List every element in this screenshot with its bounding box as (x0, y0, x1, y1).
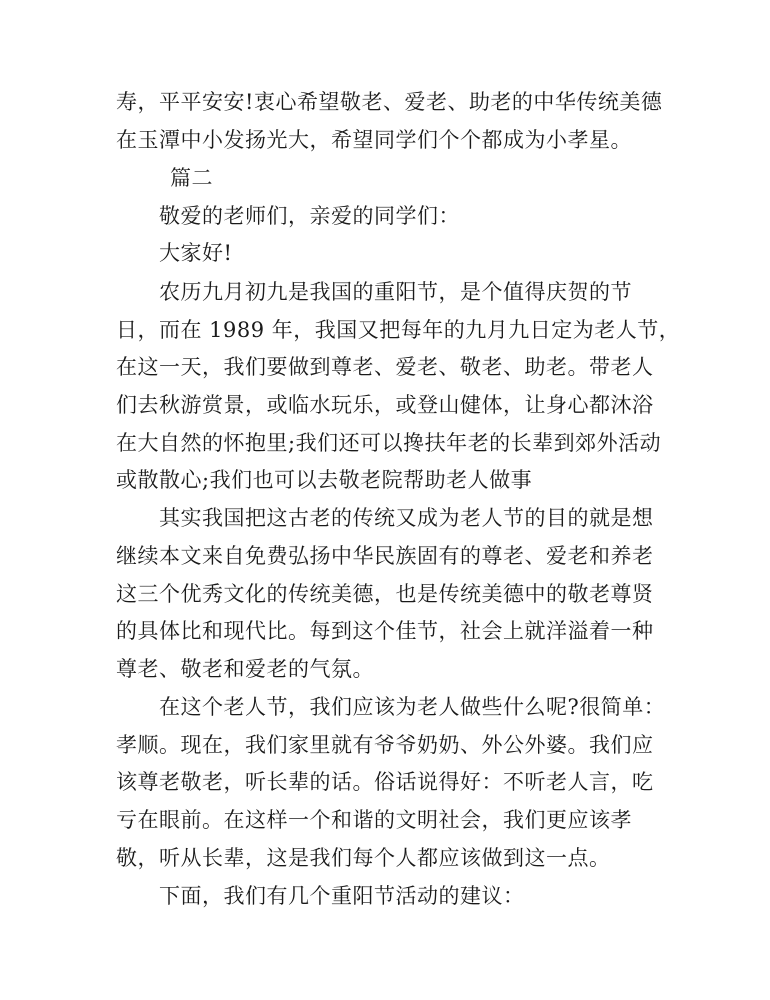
text-line: 这三个优秀文化的传统美德，也是传统美德中的敬老尊贤 (116, 582, 654, 606)
section-heading: 篇二 (170, 166, 213, 190)
text-line: 孝顺。现在，我们家里就有爷爷奶奶、外公外婆。我们应 (116, 733, 654, 757)
greeting: 大家好! (159, 241, 233, 265)
text-line: 在这一天，我们要做到尊老、爱老、敬老、助老。带老人 (116, 355, 654, 379)
text-line: 亏在眼前。在这样一个和谐的文明社会，我们更应该孝 (116, 808, 632, 832)
text-line: 该尊老敬老，听长辈的话。俗话说得好：不听老人言，吃 (116, 770, 654, 794)
paragraph-start: 在这个老人节，我们应该为老人做些什么呢?很简单： (159, 695, 666, 719)
text-line: 在大自然的怀抱里;我们还可以搀扶年老的长辈到郊外活动 (116, 431, 662, 455)
paragraph-start: 农历九月初九是我国的重阳节，是个值得庆贺的节 (159, 280, 632, 304)
text-line: 寿，平平安安!衷心希望敬老、爱老、助老的中华传统美德 (116, 90, 663, 114)
paragraph-start: 其实我国把这古老的传统又成为老人节的目的就是想 (159, 506, 654, 530)
text-line: 尊老、敬老和爱老的气氛。 (116, 657, 374, 681)
text-line: 或散散心;我们也可以去敬老院帮助老人做事 (116, 468, 533, 492)
text-line: 的具体比和现代比。每到这个佳节，社会上就洋溢着一种 (116, 619, 654, 643)
text-line: 们去秋游赏景，或临水玩乐，或登山健体，让身心都沐浴 (116, 393, 654, 417)
text-line: 在玉潭中小发扬光大，希望同学们个个都成为小孝星。 (116, 128, 632, 152)
text-line: 敬，听从长辈，这是我们每个人都应该做到这一点。 (116, 846, 611, 870)
text-line: 继续本文来自免费弘扬中华民族固有的尊老、爱老和养老 (116, 544, 654, 568)
text-line: 日，而在 1989 年，我国又把每年的九月九日定为老人节， (116, 318, 681, 342)
salutation: 敬爱的老师们，亲爱的同学们： (159, 204, 460, 228)
paragraph-start: 下面，我们有几个重阳节活动的建议： (159, 884, 525, 908)
